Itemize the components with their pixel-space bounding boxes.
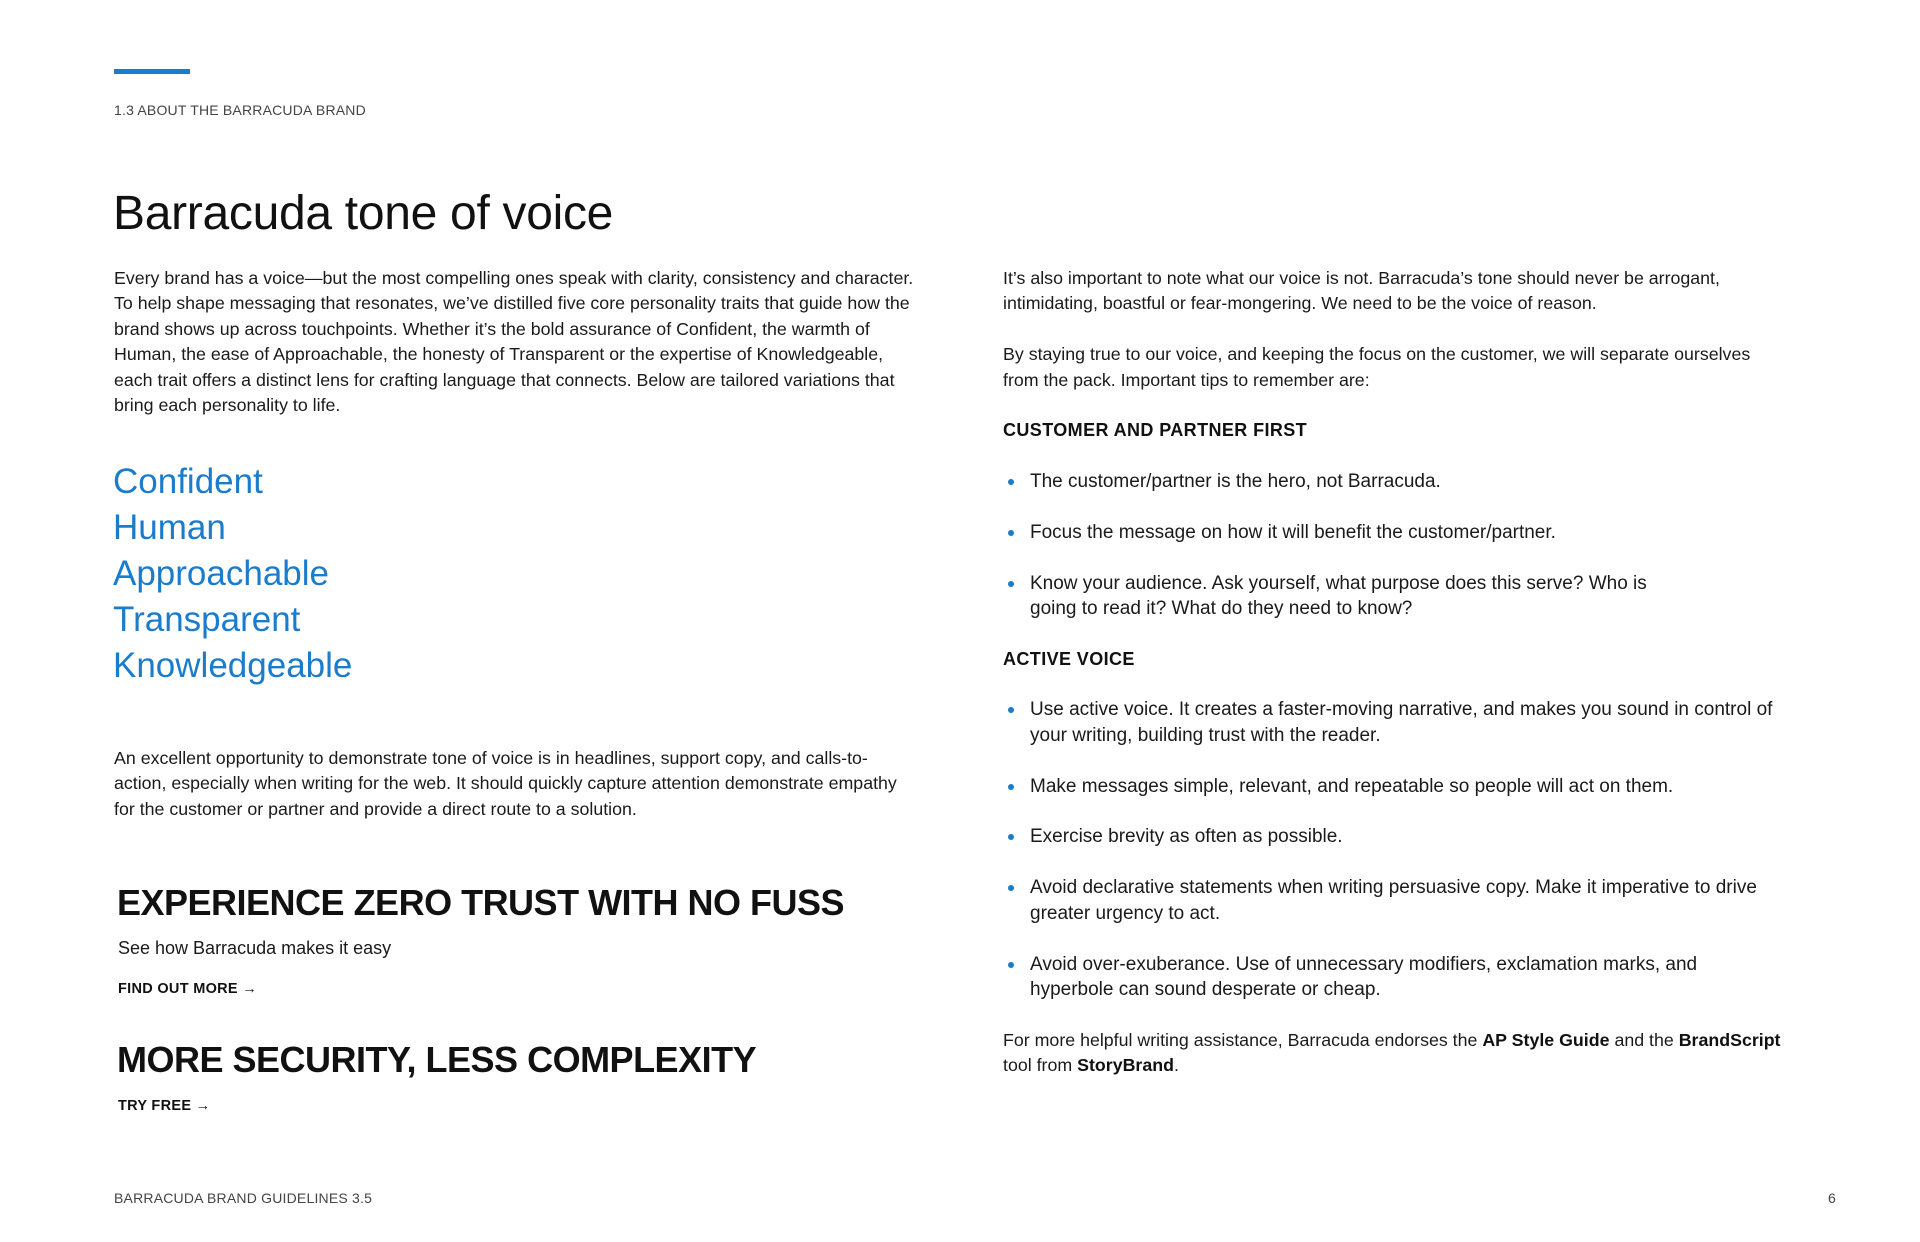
brandscript-link[interactable]: BrandScript [1678,1029,1781,1050]
list-item-text: Avoid over-exuberance. Use of unnecessary modifiers, exclamation marks, and hyperbole can sound desperate or cheap. [1030,953,1698,1001]
list-item [1030,952,1783,1003]
trait-knowledgeable: Knowledgeable [113,646,353,685]
page-title: Barracuda tone of voice [113,187,614,240]
intro-paragraph: Every brand has a voice—but the most compelling ones speak with clarity, consistency and character. To help shape messaging that resonates, we’ve distilled five core personality traits that guide how the brand shows up across touchpoints. Whether it’s the bold assurance of Confident, the warmth of Human, the ease of Approachable, the honesty of Transparent or the expertise of Knowledgeable, each trait offers a distinct lens for crafting language that connects. Below are tailored variations that bring each personality to life. [114,268,914,416]
list-item [1030,520,1783,545]
list-item [1030,875,1783,926]
bullet-icon [1008,530,1014,536]
personality-traits-list [113,459,352,689]
bullet-icon [1008,784,1014,790]
active-voice-heading: ACTIVE VOICE [1003,648,1135,669]
bullet-icon [1008,834,1014,840]
closing-text: For more helpful writing assistance, Barracuda endorses the [1003,1029,1483,1050]
example-subline: See how Barracuda makes it easy [118,938,392,958]
bullet-icon [1008,885,1014,891]
closing-text: . [1173,1055,1179,1076]
list-item-text: The customer/partner is the hero, not Barracuda. [1030,470,1441,492]
find-out-more-link[interactable]: FIND OUT MORE → [118,981,258,997]
customer-partner-first-heading: CUSTOMER AND PARTNER FIRST [1003,420,1308,441]
list-item-text: Know your audience. Ask yourself, what purpose does this serve? Who is going to read it? What do they need to know? [1030,572,1647,620]
storybrand-link[interactable]: StoryBrand [1077,1055,1174,1076]
bullet-icon [1008,581,1014,587]
list-item-text: Exercise brevity as often as possible. [1030,826,1343,848]
list-item [1030,697,1783,748]
list-item [1030,774,1783,799]
active-voice-tips-list [1003,697,1783,1002]
closing-paragraph [1003,1028,1783,1079]
list-item-text: Use active voice. It creates a faster-moving narrative, and makes you sound in control of your writing, building trust with the reader. [1030,699,1773,746]
trait-human: Human [113,508,226,547]
example-headline-more-security: MORE SECURITY, LESS COMPLEXITY [117,1039,757,1080]
customer-tips-list [1003,469,1783,622]
bullet-icon [1008,962,1014,968]
tips-intro-paragraph: By staying true to our voice, and keeping the focus on the customer, we will separate ourselves from the pack. Important tips to remember are: [1003,344,1751,390]
list-item-text: Focus the message on how it will benefit the customer/partner. [1030,521,1556,543]
list-item [1030,824,1783,849]
list-item-text: Avoid declarative statements when writing persuasive copy. Make it imperative to drive greater urgency to act. [1030,877,1757,924]
page-number: 6 [1828,1190,1836,1206]
trait-transparent: Transparent [113,600,301,639]
try-free-link[interactable]: TRY FREE → [118,1098,211,1114]
accent-bar [114,69,190,74]
right-column [1003,266,1783,1079]
list-item-text: Make messages simple, relevant, and repeatable so people will act on them. [1030,775,1674,797]
trait-confident: Confident [113,462,263,501]
voice-not-paragraph: It’s also important to note what our voice is not. Barracuda’s tone should never be arrogant, intimidating, boastful or fear-mongering. We need to be the voice of reason. [1003,268,1720,314]
web-copy-paragraph: An excellent opportunity to demonstrate tone of voice is in headlines, support copy, and calls-to-action, especially when writing for the web. It should quickly capture attention demonstrate empathy for the customer or partner and provide a direct route to a solution. [114,748,897,819]
trait-approachable: Approachable [113,554,329,593]
list-item [1030,469,1783,494]
bullet-icon [1008,479,1014,485]
example-headline-zero-trust: EXPERIENCE ZERO TRUST WITH NO FUSS [117,882,845,923]
bullet-icon [1008,707,1014,713]
closing-text: tool from [1003,1055,1078,1076]
ap-style-guide-link[interactable]: AP Style Guide [1482,1029,1610,1050]
section-label: 1.3 ABOUT THE BARRACUDA BRAND [114,102,366,118]
footer-title: BARRACUDA BRAND GUIDELINES 3.5 [114,1190,373,1206]
closing-text: and the [1609,1029,1679,1050]
list-item [1030,571,1783,622]
